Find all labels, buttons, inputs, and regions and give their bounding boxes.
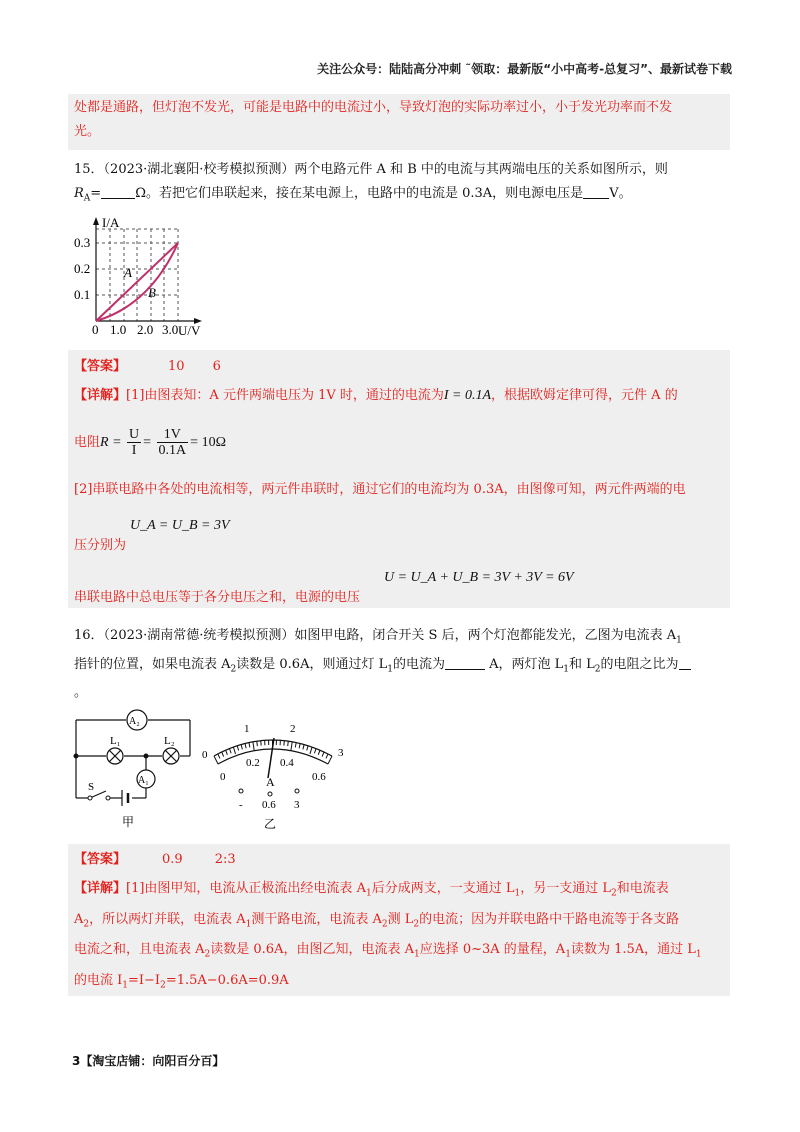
bottom-tick: 0 <box>220 771 226 783</box>
question-16: 16．（2023·湖南常德·统考模拟预测）如图甲电路，闭合开关 S 后，两个灯泡都能发光，乙图为电流表 $A_1$ 指针的位置，如果电流表 $A_2$读数是 0.6A，则通过灯 $L_1$的电流为 A，两灯泡 $L_1$和 $L_2$的电阻之比为 。 <box>74 624 728 705</box>
answer-blank[interactable] <box>101 184 135 199</box>
terminal-label: 3 <box>294 799 300 811</box>
top-tick: 0 <box>202 749 208 761</box>
top-tick: 3 <box>338 747 344 759</box>
dial-tick <box>326 754 328 758</box>
detail-15-line5: U = U_A + U_B = 3V + 3V = 6V 串联电路中总电压等于各分电压之和，电源的电压 <box>74 570 574 605</box>
answer-15: 【答案】 10 6 <box>74 359 221 374</box>
label-a1: A₁ <box>138 775 149 786</box>
dial-tick <box>245 743 246 748</box>
answer-blank[interactable] <box>679 655 691 670</box>
dial-tick <box>218 754 220 758</box>
y-tick: 0.1 <box>74 287 91 302</box>
detail-15-line1: 【详解】[1]由图表知：A 元件两端电压为 1V 时，通过的电流为I = 0.1A，根据欧姆定律可得，元件 A 的 <box>74 388 678 403</box>
answer-blank[interactable] <box>445 655 485 670</box>
label-switch: S <box>88 781 95 793</box>
x-tick: 3.0 <box>162 322 179 337</box>
dial-tick <box>233 747 235 754</box>
y-tick: 0.3 <box>74 235 91 250</box>
bottom-tick: 0.6 <box>312 771 326 783</box>
dial-tick <box>318 750 320 755</box>
dial-tick <box>222 752 224 757</box>
dial-tick <box>328 756 332 764</box>
dial-tick <box>241 745 242 750</box>
page-header: 关注公众号：陆陆高分冲刺 ˜领取：最新版“小中高考-总复习”、最新试卷下载 <box>317 62 732 76</box>
caption-yi: 乙 <box>264 817 277 831</box>
label-a2: A₂ <box>129 716 140 727</box>
dial-tick <box>307 746 308 751</box>
iu-graph <box>70 215 230 337</box>
x-tick: 1.0 <box>110 322 127 337</box>
label-l1: L₁ <box>110 735 121 747</box>
detail-15-line2: 电阻R = $\frac{U}{I}$ = $\frac{1V}{0.1A}$ = 10Ω <box>74 427 226 459</box>
top-tick: 2 <box>290 723 296 735</box>
detail-16: 【详解】[1]由图甲知，电流从正极流出经电流表 $A_1$后分成两支，一支通过 $L_1$，另一支通过 $L_2$和电流表 $A_2$，所以两灯并联，电流表 $A_1$测干路电流，电流表 $A_2$测 $L_2$的电流；因为并联电路中干路电流等于各支路 电流之和，且电流表 $A_2$读数是 0.6A，由图乙知，电流表 $A_1$应选择 0~3A 的量程，$A_1$读数为 1.5A，通过 $L_1$ 的电流 $I_1=I-I_2=1.5A-0.6A=0.9A$ <box>74 881 702 991</box>
origin-label: 0 <box>92 322 99 337</box>
answer-blank[interactable] <box>583 184 609 199</box>
top-tick: 1 <box>244 723 250 735</box>
dial-tick <box>237 746 238 751</box>
ammeter-dial <box>196 716 356 834</box>
bottom-tick: 0.4 <box>280 757 294 769</box>
dial-tick <box>230 749 232 754</box>
prev-answer-text: 处都是通路，但灯泡不发光，可能是电路中的电流过小，导致灯泡的实际功率过小，小于发光功率而不发 光。 <box>74 100 673 139</box>
x-tick: 2.0 <box>137 322 154 337</box>
circuit-diagram <box>70 708 205 833</box>
bottom-tick: 0.2 <box>246 757 260 769</box>
dial-tick <box>295 743 296 748</box>
detail-15-line4: U_A = U_B = 3V 压分别为 <box>74 518 230 553</box>
question-15: 15．（2023·湖北襄阳·校考模拟预测）两个电路元件 A 和 B 中的电流与其两端电压的关系如图所示，则 $R_A= \Omega$。若把它们串联起来，接在某电源上，电路中的电流是 0.3A，则电源电压是 V。 <box>74 162 668 204</box>
page-footer: 3【淘宝店铺：向阳百分百】 <box>72 1054 225 1068</box>
terminal-label: - <box>239 799 243 811</box>
terminal-label: 0.6 <box>262 799 276 811</box>
dial-tick <box>303 745 304 750</box>
label-l2: L₂ <box>164 735 175 747</box>
answer-16: 【答案】 0.9 2:3 <box>74 852 236 867</box>
dial-tick <box>310 747 312 754</box>
dial-tick <box>299 743 300 748</box>
dial-tick <box>253 742 254 751</box>
y-tick: 0.2 <box>74 261 91 276</box>
dial-tick <box>322 752 324 757</box>
dial-tick <box>257 741 258 746</box>
detail-15-line3: [2]串联电路中各处的电流相等，两元件串联时，通过它们的电流均为 0.3A，由图像可知，两元件两端的电 <box>74 482 686 497</box>
dial-tick <box>288 741 289 746</box>
meter-unit: A <box>266 775 275 789</box>
dial-tick <box>214 756 218 764</box>
dial-tick <box>226 750 228 755</box>
y-axis-label: I/A <box>102 215 120 230</box>
series-b-label: B <box>148 285 156 300</box>
caption-jia: 甲 <box>122 815 135 829</box>
dial-tick <box>291 742 292 751</box>
series-a-label: A <box>124 265 132 280</box>
dial-tick <box>249 743 250 748</box>
dial-tick <box>314 749 316 754</box>
x-axis-label: U/V <box>178 323 201 337</box>
